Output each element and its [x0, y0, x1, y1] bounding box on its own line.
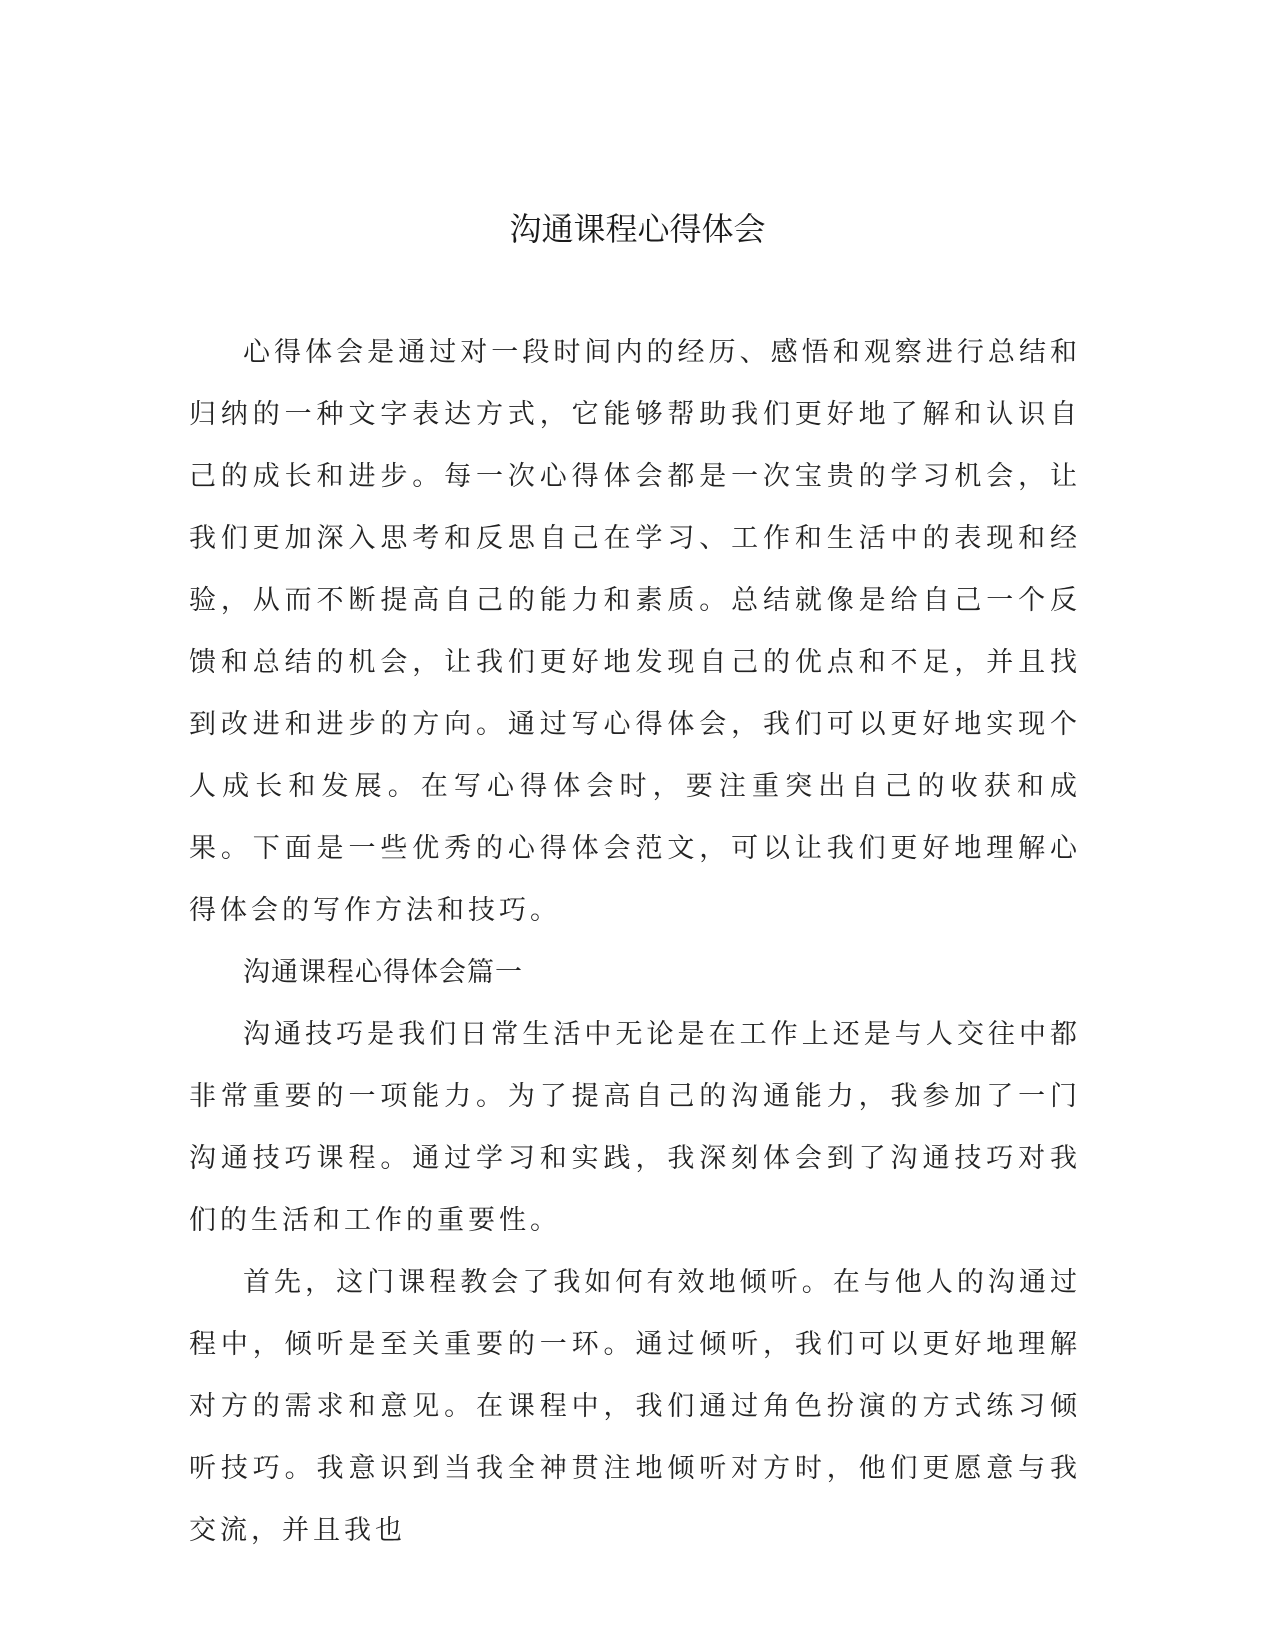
body-paragraph-2: 首先，这门课程教会了我如何有效地倾听。在与他人的沟通过程中，倾听是至关重要的一环。通过倾听，我们可以更好地理解对方的需求和意见。在课程中，我们通过角色扮演的方式练习倾听技巧。我意识到当我全神贯注地倾听对方时，他们更愿意与我交流，并且我也 [189, 1267, 1081, 1546]
section-heading: 沟通课程心得体会篇一 [243, 957, 523, 988]
document-body [189, 322, 1081, 1562]
body-paragraph-1: 沟通技巧是我们日常生活中无论是在工作上还是与人交往中都非常重要的一项能力。为了提高自己的沟通能力，我参加了一门沟通技巧课程。通过学习和实践，我深刻体会到了沟通技巧对我们的生活和工作的重要性。 [189, 1019, 1081, 1236]
document-title: 沟通课程心得体会 [509, 210, 766, 248]
intro-paragraph: 心得体会是通过对一段时间内的经历、感悟和观察进行总结和归纳的一种文字表达方式，它能够帮助我们更好地了解和认识自己的成长和进步。每一次心得体会都是一次宝贵的学习机会，让我们更加深入思考和反思自己在学习、工作和生活中的表现和经验，从而不断提高自己的能力和素质。总结就像是给自己一个反馈和总结的机会，让我们更好地发现自己的优点和不足，并且找到改进和进步的方向。通过写心得体会，我们可以更好地实现个人成长和发展。在写心得体会时，要注重突出自己的收获和成果。下面是一些优秀的心得体会范文，可以让我们更好地理解心得体会的写作方法和技巧。 [189, 337, 1081, 926]
